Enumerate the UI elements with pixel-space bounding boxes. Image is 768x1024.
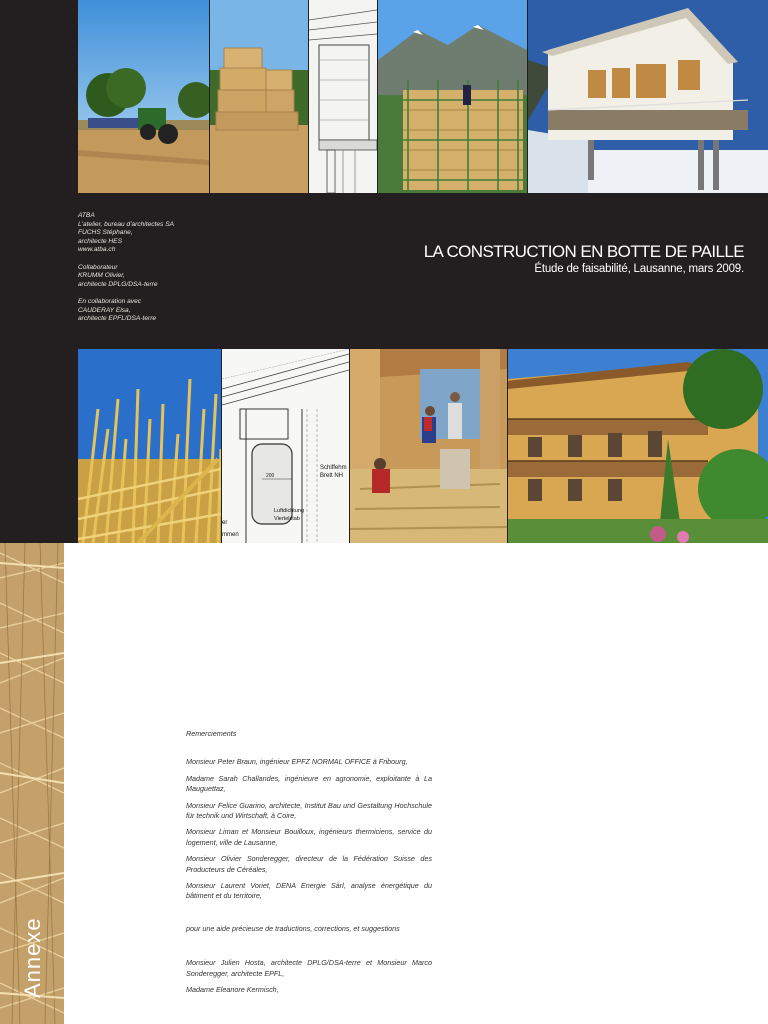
credit-line: ATBA <box>78 212 95 219</box>
drawing-label: Luftdichtung <box>274 508 304 514</box>
workers-stacking-bales-photo <box>350 349 507 543</box>
tractor-field-photo <box>78 0 209 193</box>
drawing-label: mmen <box>222 532 239 538</box>
acknowledgement-entry: Madame Sarah Challandes, ingénieure en agronomie, exploitante à La Mauguettaz, <box>186 773 432 794</box>
firm-credits <box>78 212 298 255</box>
drawing-label: er <box>222 520 228 526</box>
acknowledgement-purpose: pour une aide précieuse de traductions, corrections, et suggestions <box>186 923 400 933</box>
drawing-label: Schiffehm <box>320 465 347 471</box>
document-title: LA CONSTRUCTION EN BOTTE DE PAILLE <box>423 242 744 261</box>
credit-line: architecte DPLG/DSA-terre <box>78 280 158 288</box>
wall-section-drawing <box>309 0 377 193</box>
credit-line: architecte HES <box>78 237 122 245</box>
drawing-label: 200 <box>266 473 275 479</box>
collaborator-credits <box>78 264 298 290</box>
credit-line: KRUMM Olivier, <box>78 272 125 280</box>
acknowledgement-entry: Monsieur Peter Braun, ingénieur EPFZ NORMAL OFFICE à Fribourg, <box>186 757 408 767</box>
apartment-building-photo <box>508 349 768 543</box>
credit-line: L'atelier, bureau d'architectes SA <box>78 220 174 228</box>
construction-detail-drawing <box>222 349 349 543</box>
credits-block <box>78 212 298 332</box>
annex-side-label <box>0 985 64 1024</box>
acknowledgement-entry: Madame Eleanore Kermisch, <box>186 985 279 995</box>
acknowledgement-entry: Monsieur Felice Guarino, architecte, Institut Bau und Gestaltung Hochschule für technik und Wirtschaft, à Coire, <box>186 800 432 821</box>
acknowledgement-entry: Monsieur Laurent Voriet, DENA Energie Sàrl, analyse énergétique du bâtiment et du territoire, <box>186 881 432 901</box>
straw-closeup-photo <box>78 349 221 543</box>
acknowledgements-heading: Remerciements <box>186 729 237 738</box>
hay-bales-photo <box>210 0 308 193</box>
bale-wall-construction-photo <box>378 0 527 193</box>
acknowledgements-section <box>186 729 432 1002</box>
acknowledgement-entry: Monsieur Liman et Monsieur Bouilloux, ingénieurs thermiciens, service du logement, ville de Lausanne, <box>186 827 432 847</box>
house-on-stilts-photo <box>528 0 768 193</box>
credit-line: En collaboration avec <box>78 297 142 305</box>
acknowledgement-entry: Monsieur Olivier Sonderegger, directeur de la Fédération Suisse des Producteurs de Céréales, <box>186 854 432 874</box>
credit-line: architecte EPFL/DSA-terre <box>78 315 157 323</box>
drawing-label: Brett NH <box>320 473 344 479</box>
document-subtitle: Étude de faisabilité, Lausanne, mars 2009. <box>534 263 744 275</box>
title-block <box>424 242 744 277</box>
partner-credits <box>78 298 298 324</box>
website-link[interactable]: www.atba.ch <box>78 246 116 254</box>
drawing-label: Viertelstab <box>274 516 300 522</box>
acknowledgement-entry: Monsieur Julien Hosta, architecte DPLG/DSA-terre et Monsieur Marco Sonderegger, architecte EPFL, <box>186 958 432 978</box>
credit-line: CAUDERAY Elsa, <box>78 306 131 314</box>
credit-line: FUCHS Stéphane, <box>78 229 133 237</box>
credit-line: Collaborateur <box>78 263 118 271</box>
